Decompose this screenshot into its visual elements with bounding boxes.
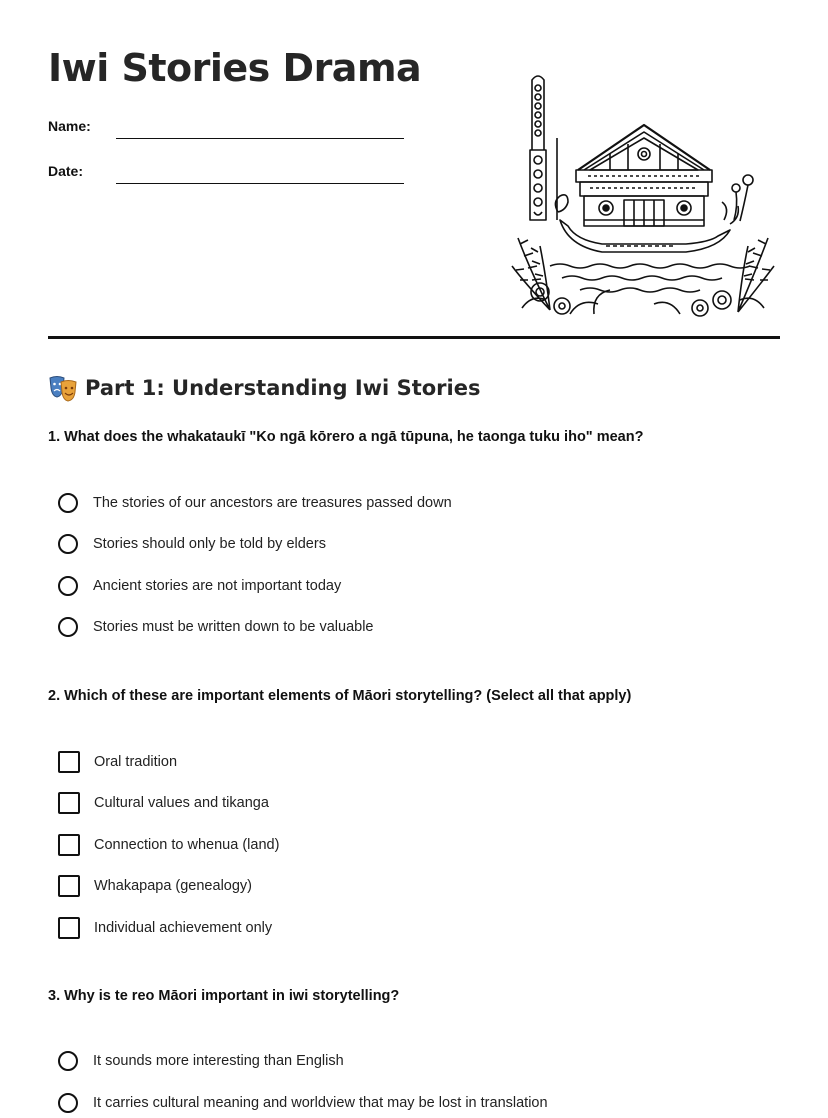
radio-button[interactable] xyxy=(58,1093,78,1113)
q2-option-2[interactable] xyxy=(58,791,269,815)
question-2: 2. Which of these are important elements of Māori storytelling? (Select all that apply) xyxy=(48,688,632,704)
date-field xyxy=(48,163,408,187)
name-label: Name: xyxy=(48,118,91,134)
q2-option-5[interactable] xyxy=(58,916,272,940)
name-field xyxy=(48,118,408,142)
option-label: The stories of our ancestors are treasures passed down xyxy=(93,495,452,511)
date-label: Date: xyxy=(48,163,84,179)
checkbox[interactable] xyxy=(58,751,80,773)
option-label: Oral tradition xyxy=(94,754,178,770)
radio-button[interactable] xyxy=(58,493,78,513)
checkbox[interactable] xyxy=(58,792,80,814)
q2-option-3[interactable] xyxy=(58,833,279,857)
option-label: Stories should only be told by elders xyxy=(93,536,326,552)
checkbox[interactable] xyxy=(58,834,80,856)
radio-button[interactable] xyxy=(58,617,78,637)
q2-option-4[interactable] xyxy=(58,874,252,898)
q3-option-2[interactable] xyxy=(58,1091,548,1115)
q3-option-1[interactable] xyxy=(58,1049,344,1073)
question-3: 3. Why is te reo Māori important in iwi storytelling? xyxy=(48,988,400,1004)
option-label: Cultural values and tikanga xyxy=(94,795,269,811)
part1-heading-text: Part 1: Understanding Iwi Stories xyxy=(85,376,481,400)
option-label: Stories must be written down to be valuable xyxy=(93,619,374,635)
theater-masks-icon xyxy=(48,374,78,402)
radio-button[interactable] xyxy=(58,576,78,596)
wharenui-illustration xyxy=(510,70,775,320)
question-1: 1. What does the whakataukī "Ko ngā kōrero a ngā tūpuna, he taonga tuku iho" mean? xyxy=(48,429,644,445)
radio-button[interactable] xyxy=(58,534,78,554)
q1-option-4[interactable] xyxy=(58,615,373,639)
q1-option-2[interactable] xyxy=(58,532,326,556)
name-line[interactable] xyxy=(116,138,404,139)
date-line[interactable] xyxy=(116,183,404,184)
q1-option-1[interactable] xyxy=(58,491,452,515)
option-label: Whakapapa (genealogy) xyxy=(94,878,252,894)
checkbox[interactable] xyxy=(58,875,80,897)
option-label: Individual achievement only xyxy=(94,920,273,936)
option-label: It sounds more interesting than English xyxy=(93,1053,344,1069)
part1-heading xyxy=(48,374,480,402)
section-divider xyxy=(48,336,780,339)
option-label: Connection to whenua (land) xyxy=(94,837,280,853)
worksheet-title: Iwi Stories Drama xyxy=(48,46,422,90)
checkbox[interactable] xyxy=(58,917,80,939)
q2-option-1[interactable] xyxy=(58,750,177,774)
option-label: It carries cultural meaning and worldview that may be lost in translation xyxy=(93,1095,548,1111)
option-label: Ancient stories are not important today xyxy=(93,578,342,594)
q1-option-3[interactable] xyxy=(58,574,341,598)
radio-button[interactable] xyxy=(58,1051,78,1071)
